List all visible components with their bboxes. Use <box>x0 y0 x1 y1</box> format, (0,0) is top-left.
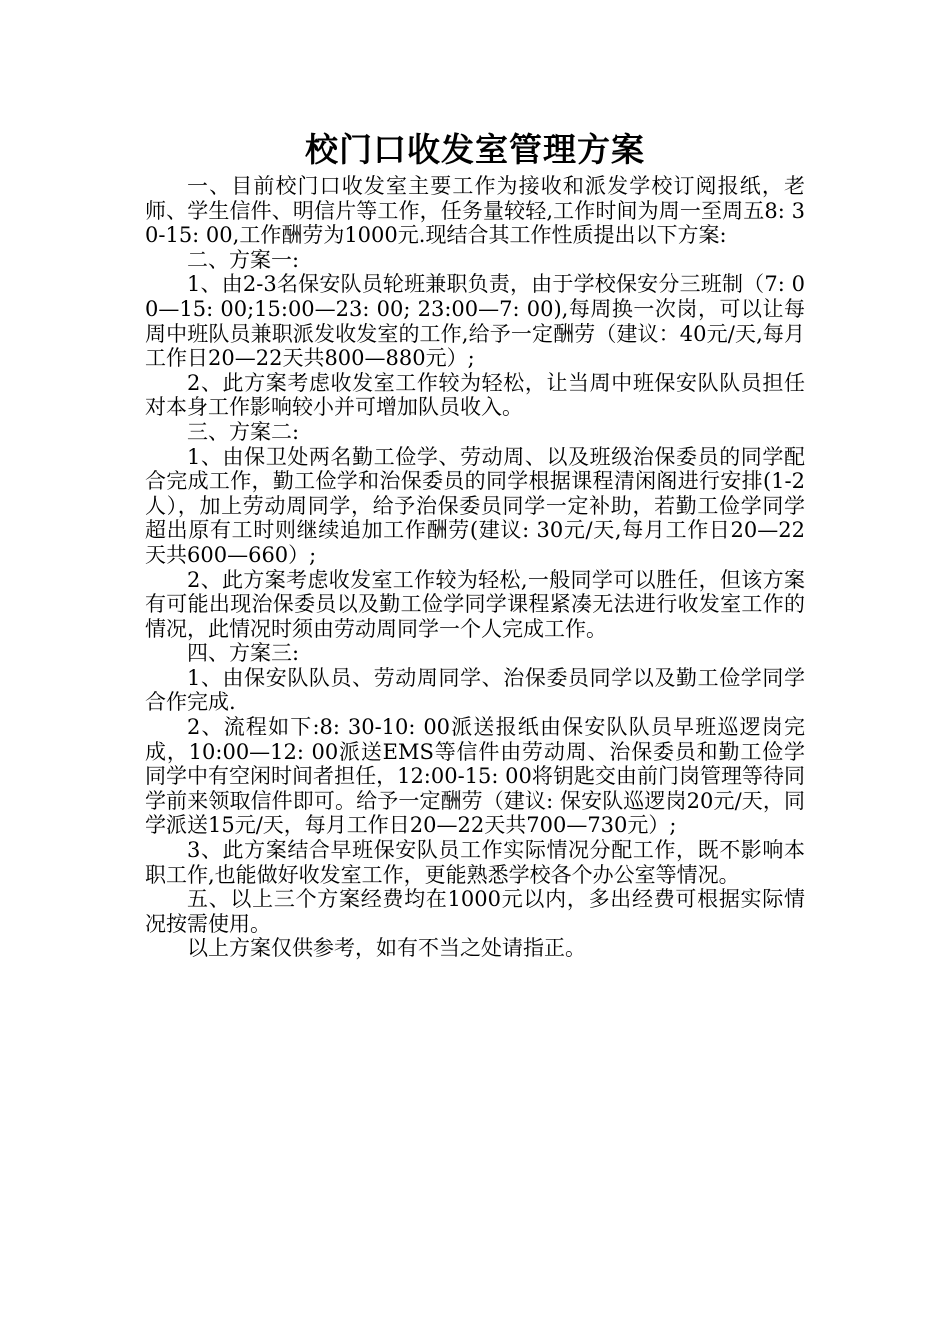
paragraph-budget: 五、以上三个方案经费均在1000元以内，多出经费可根据实际情况按需使用。 <box>145 887 805 936</box>
plan-one-item-1: 1、由2-3名保安队员轮班兼职负责，由于学校保安分三班制（7: 00—15: 00;15:00—23: 00; 23:00—7: 00),每周换一次岗，可以让每周中班队员兼职派发收发室的工作,给予一定酬劳（建议：40元/天,每月工作日20—22天共800—880元）; <box>145 272 805 371</box>
plan-three-item-2: 2、流程如下:8: 30-10: 00派送报纸由保安队队员早班巡逻岗完成，10:00—12: 00派送EMS等信件由劳动周、治保委员和勤工俭学同学中有空闲时间者担任，12:00-15: 00将钥匙交由前门岗管理等待同学前来领取信件即可。给予一定酬劳（建议: 保安队巡逻岗20元/天，同学派送15元/天，每月工作日20—22天共700—730元）; <box>145 715 805 838</box>
plan-two-item-1: 1、由保卫处两名勤工俭学、劳动周、以及班级治保委员的同学配合完成工作，勤工俭学和治保委员的同学根据课程清闲阁进行安排(1-2人），加上劳动周同学，给予治保委员同学一定补助，若勤工俭学同学超出原有工时则继续追加工作酬劳(建议: 30元/天,每月工作日20—22天共600—660）; <box>145 444 805 567</box>
heading-plan-three: 四、方案三: <box>187 641 300 666</box>
document-page <box>145 126 805 961</box>
paragraph-closing: 以上方案仅供参考，如有不当之处请指正。 <box>187 936 586 961</box>
plan-two-item-2: 2、此方案考虑收发室工作较为轻松,一般同学可以胜任，但该方案有可能出现治保委员以及勤工俭学同学课程紧凑无法进行收发室工作的情况，此情况时须由劳动周同学一个人完成工作。 <box>145 567 805 641</box>
plan-three-item-1: 1、由保安队队员、劳动周同学、治保委员同学以及勤工俭学同学合作完成. <box>145 665 805 715</box>
document-title: 校门口收发室管理方案 <box>305 130 645 169</box>
heading-plan-two: 三、方案二: <box>187 419 300 444</box>
heading-plan-one: 二、方案一: <box>187 247 300 272</box>
plan-one-item-2: 2、此方案考虑收发室工作较为轻松，让当周中班保安队队员担任对本身工作影响较小并可增加队员收入。 <box>145 370 805 420</box>
plan-three-item-3: 3、此方案结合早班保安队员工作实际情况分配工作，既不影响本职工作,也能做好收发室工作，更能熟悉学校各个办公室等情况。 <box>145 838 805 887</box>
paragraph-intro: 一、目前校门口收发室主要工作为接收和派发学校订阅报纸，老师、学生信件、明信片等工作，任务量较轻,工作时间为周一至周五8: 30-15: 00,工作酬劳为1000元.现结合其工作性质提出以下方案: <box>145 174 805 248</box>
